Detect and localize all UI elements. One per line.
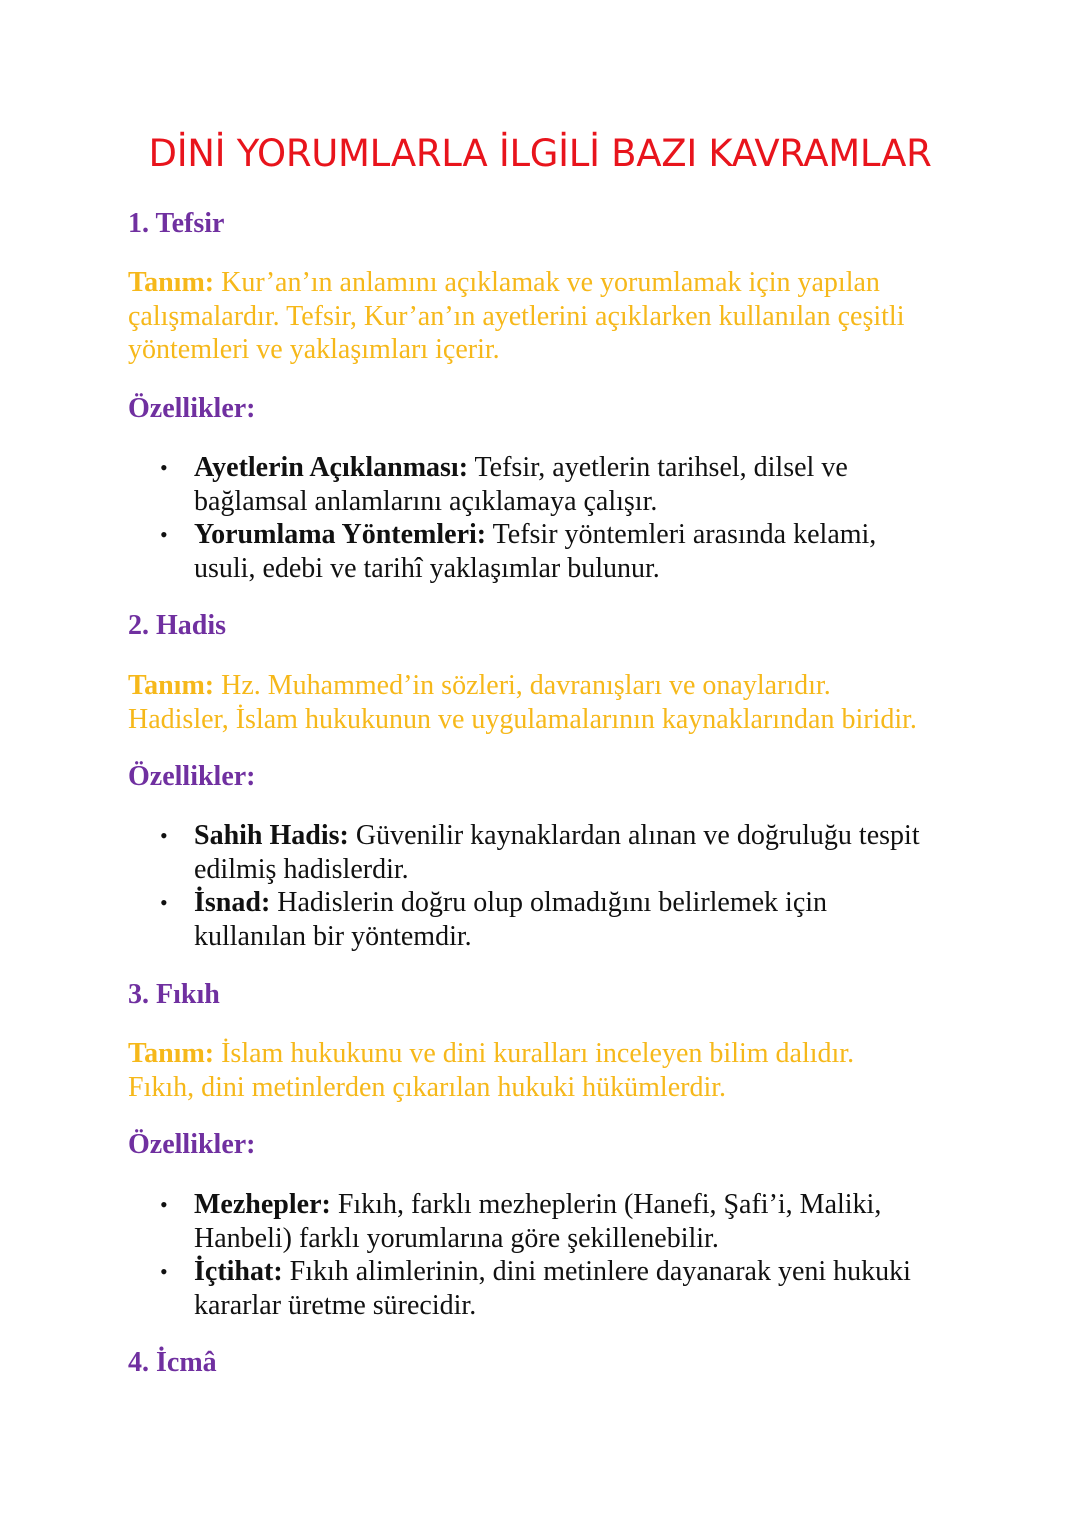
bullet-text: Hadislerin doğru olup olmadığını belirlemek için [277, 887, 828, 918]
list-item [160, 819, 980, 886]
bullet-text: Güvenilir kaynaklardan alınan ve doğruluğu tespit [355, 820, 920, 851]
features-list-tefsir [160, 451, 980, 585]
bullet-icon: • [160, 1259, 168, 1284]
features-list-hadis [160, 819, 980, 953]
section-heading-fikih: 3. Fıkıh [128, 979, 220, 1010]
list-item [160, 1255, 980, 1322]
list-item [160, 451, 980, 518]
definition-text: Hz. Muhammed’in sözleri, davranışları ve onaylarıdır. [221, 670, 831, 701]
definition-text: İslam hukukunu ve dini kuralları inceleyen bilim dalıdır. [221, 1038, 855, 1069]
definition-fikih [128, 1037, 988, 1104]
bullet-label: Mezhepler: [194, 1189, 331, 1220]
list-item [160, 886, 980, 953]
bullet-label: Yorumlama Yöntemleri: [194, 519, 487, 550]
definition-hadis [128, 669, 988, 736]
list-item [160, 518, 980, 585]
section-heading-hadis: 2. Hadis [128, 610, 227, 641]
bullet-text: Tefsir, ayetlerin tarihsel, dilsel ve [474, 452, 848, 483]
list-item [160, 1188, 980, 1255]
bullet-label: Ayetlerin Açıklanması: [194, 452, 469, 483]
features-heading-tefsir: Özellikler: [128, 393, 256, 424]
definition-tefsir [128, 266, 988, 367]
bullet-text: bağlamsal anlamlarını açıklamaya çalışır. [194, 485, 658, 517]
bullet-icon: • [160, 522, 168, 547]
definition-line: çalışmalardır. Tefsir, Kur’an’ın ayetlerini açıklarken kullanılan çeşitli [128, 300, 905, 332]
definition-line [128, 669, 988, 703]
bullet-text: kararlar üretme sürecidir. [194, 1289, 477, 1321]
definition-label: Tanım: [128, 267, 215, 298]
bullet-text: Fıkıh, farklı mezheplerin (Hanefi, Şafi’i, Maliki, [337, 1189, 882, 1220]
definition-line [128, 1037, 988, 1071]
definition-line: Hadisler, İslam hukukunun ve uygulamalarının kaynaklarından biridir. [128, 703, 917, 735]
bullet-text: Hanbeli) farklı yorumlarına göre şekillenebilir. [194, 1222, 719, 1254]
bullet-label: İsnad: [194, 887, 271, 918]
bullet-label: İçtihat: [194, 1256, 283, 1287]
definition-line: yöntemleri ve yaklaşımları içerir. [128, 334, 500, 365]
features-heading-fikih: Özellikler: [128, 1129, 256, 1160]
bullet-icon: • [160, 455, 168, 480]
section-heading-icma: 4. İcmâ [128, 1347, 217, 1378]
section-heading-tefsir: 1. Tefsir [128, 208, 225, 239]
definition-text: Kur’an’ın anlamını açıklamak ve yorumlamak için yapılan [221, 267, 880, 298]
bullet-icon: • [160, 823, 168, 848]
bullet-label: Sahih Hadis: [194, 820, 349, 851]
definition-label: Tanım: [128, 670, 215, 701]
page-title: DİNİ YORUMLARLA İLGİLİ BAZI KAVRAMLAR [148, 132, 932, 175]
definition-label: Tanım: [128, 1038, 215, 1069]
definition-line [128, 266, 988, 300]
bullet-icon: • [160, 890, 168, 915]
bullet-icon: • [160, 1192, 168, 1217]
features-heading-hadis: Özellikler: [128, 761, 256, 792]
features-list-fikih [160, 1188, 980, 1322]
bullet-text: edilmiş hadislerdir. [194, 853, 409, 885]
bullet-text: usuli, edebi ve tarihî yaklaşımlar bulunur. [194, 552, 660, 584]
bullet-text: Tefsir yöntemleri arasında kelami, [492, 519, 877, 550]
bullet-text: Fıkıh alimlerinin, dini metinlere dayanarak yeni hukuki [289, 1256, 911, 1287]
bullet-text: kullanılan bir yöntemdir. [194, 920, 472, 952]
definition-line: Fıkıh, dini metinlerden çıkarılan hukuki hükümlerdir. [128, 1071, 727, 1103]
